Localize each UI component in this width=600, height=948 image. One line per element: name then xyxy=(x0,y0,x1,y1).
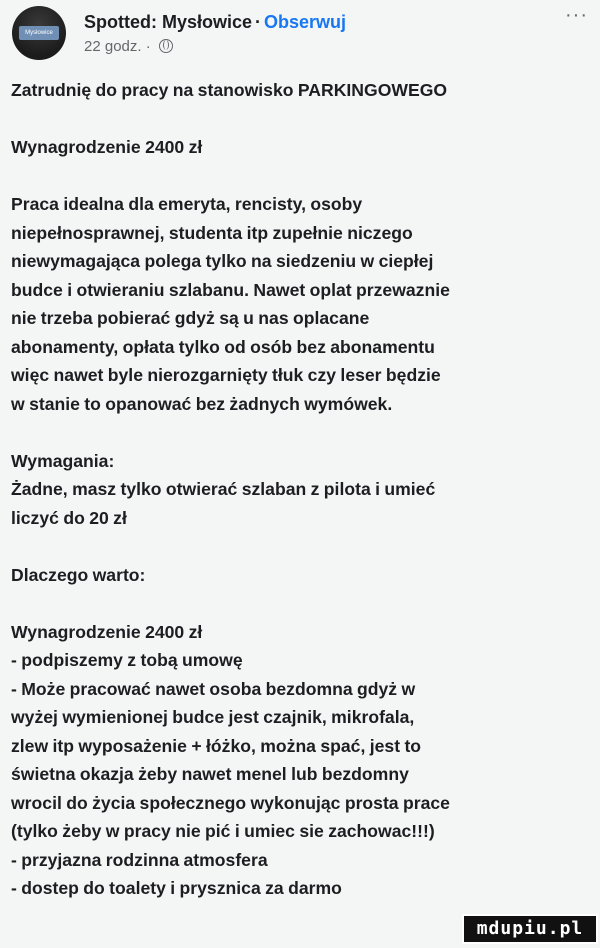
page-avatar[interactable] xyxy=(12,6,66,60)
meta-separator: · xyxy=(145,38,151,55)
name-separator: · xyxy=(255,12,262,32)
post-content: Zatrudnię do pracy na stanowisko PARKINGOWEGO Wynagrodzenie 2400 zł Praca idealna dla emeryta, rencisty, osoby niepełnosprawnej, studenta itp zupełnie niczego niewymagająca polega tylko na siedzeniu w ciepłej budce i otwieraniu szlabanu. Nawet oplat przewaznie nie trzeba pobierać gdyż są u nas oplacane abonamenty, opłata tylko od osób bez abonamentu więc nawet byle nierozgarnięty tłuk czy leser będzie w stanie to opanować bez żadnych wymówek. Wymagania: Żadne, masz tylko otwierać szlaban z pilota i umieć liczyć do 20 zł Dlaczego warto: Wynagrodzenie 2400 zł - podpiszemy z tobą umowę - Może pracować nawet osoba bezdomna gdyż w wyżej wymienionej budce jest czajnik, mikrofala, zlew itp wyposażenie + łóżko, można spać, jest to świetna okazja żeby nawet menel lub bezdomny wrocil do życia społecznego wykonując prosta prace (tylko żeby w pracy nie pić i umiec sie zachowac!!!) - przyjazna rodzinna atmosfera - dostep do toalety i prysznica za darmo xyxy=(11,80,450,898)
post-meta xyxy=(84,38,173,55)
avatar-badge: Mysłowice xyxy=(19,26,59,40)
post-timestamp[interactable]: 22 godz. xyxy=(84,38,142,55)
site-watermark: mdupiu.pl xyxy=(462,914,598,944)
more-icon[interactable]: ··· xyxy=(565,4,588,26)
page-name-line xyxy=(84,12,346,33)
follow-button[interactable]: Obserwuj xyxy=(264,12,347,32)
post-header xyxy=(8,2,592,62)
page-name[interactable]: Spotted: Mysłowice xyxy=(84,12,253,32)
globe-icon xyxy=(159,39,173,53)
